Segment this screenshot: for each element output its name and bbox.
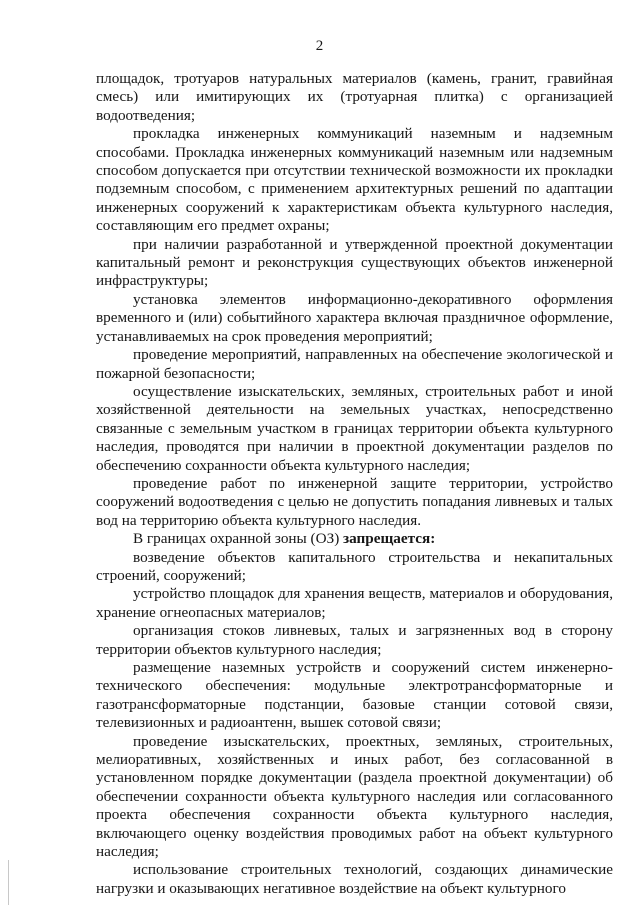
prohibited-item: организация стоков ливневых, талых и загрязненных вод в сторону территории объектов культурного наследия; [96, 622, 613, 658]
prohibited-item: возведение объектов капитального строительства и некапитальных строений, сооружений; [96, 548, 613, 584]
paragraph-decoration: установка элементов информационно-декоративного оформления временного и (или) событийного характера включая праздничное оформление, устанавливаемых на срок проведения мероприятий; [96, 290, 613, 345]
zone-heading-prefix: В границах охранной зоны (ОЗ) [133, 530, 344, 548]
page-number: 2 [315, 38, 324, 54]
prohibited-item: размещение наземных устройств и сооружений систем инженерно-технического обеспечения: модульные электротрансформаторные и газотрансформаторные подстанции, базовые станции сотовой связи, телевизионных и радиоантенн, вышек сотовой связи; [96, 659, 613, 732]
paragraph-engineering-protection: проведение работ по инженерной защите территории, устройство сооружений водоотведения с целью не допустить попадания ливневых и талых вод на территорию объекта культурного наследия. [96, 474, 613, 529]
prohibited-item: использование строительных технологий, создающих динамические нагрузки и оказывающих негативное воздействие на объект культурного [96, 861, 613, 897]
prohibited-item: устройство площадок для хранения веществ, материалов и оборудования, хранение огнеопасных материалов; [96, 585, 613, 621]
paragraph-safety: проведение мероприятий, направленных на обеспечение экологической и пожарной безопасности; [96, 346, 613, 382]
paragraph-survey-works: осуществление изыскательских, земляных, строительных работ и иной хозяйственной деятельности на земельных участках, непосредственно связанные с земельным участком в границах территории объекта культурного наследия, проводятся при наличии в проектной документации разделов по обеспечению сохранности объекта культурного наследия; [96, 382, 613, 474]
paragraph-repair: при наличии разработанной и утвержденной проектной документации капитальный ремонт и реконструкция существующих объектов инженерной инфраструктуры; [96, 235, 613, 290]
zone-heading [96, 530, 613, 548]
zone-heading-emphasis: запрещается: [343, 530, 436, 548]
paragraph-continuation: площадок, тротуаров натуральных материалов (камень, гранит, гравийная смесь) или имитирующих их (тротуарная плитка) с организацией водоотведения; [96, 70, 613, 124]
paragraph-utilities: прокладка инженерных коммуникаций наземным и надземным способами. Прокладка инженерных коммуникаций наземным или надземным способом допускается при отсутствии технической возможности их прокладки подземным способом, с применением архитектурных решений по адаптации инженерных сооружений к характеристикам объекта культурного наследия, составляющим его предмет охраны; [96, 125, 613, 235]
scan-edge-line [8, 860, 9, 905]
document-body [96, 70, 613, 898]
prohibited-item: проведение изыскательских, проектных, земляных, строительных, мелиоративных, хозяйственных и иных работ, без согласованной в установленном порядке документации (раздела проектной документации) об обеспечении сохранности объекта культурного наследия или согласованного проекта обеспечения сохранности объекта культурного наследия, включающего оценку воздействия проводимых работ на объект культурного наследия; [96, 732, 613, 861]
